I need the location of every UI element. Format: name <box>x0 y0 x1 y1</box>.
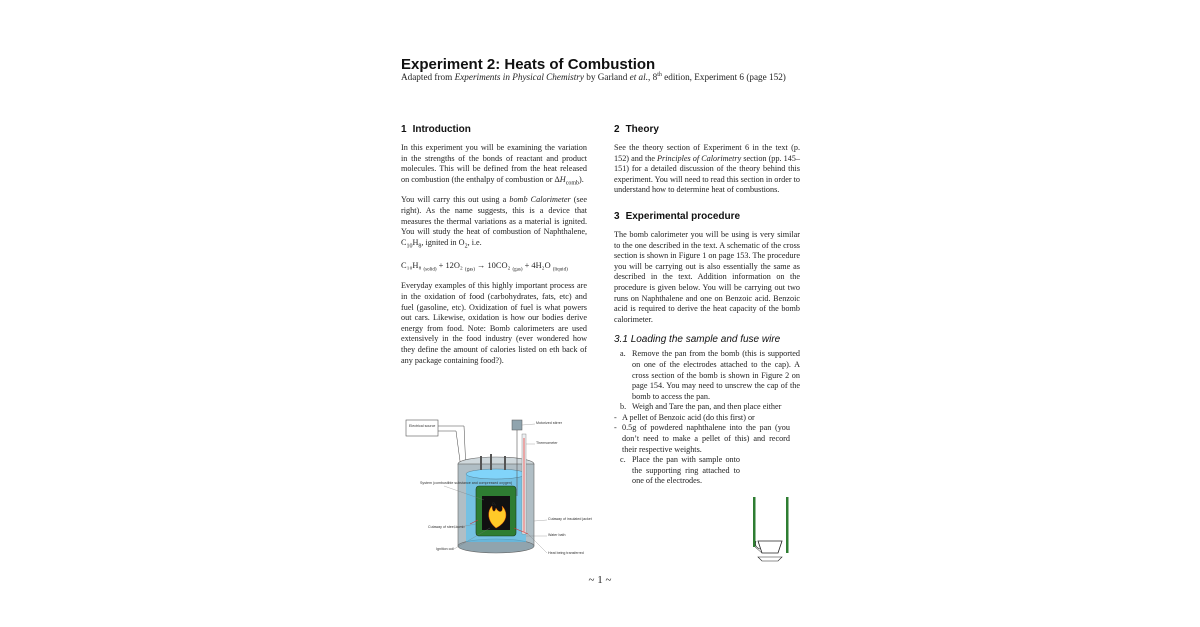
subtitle-text: by Garland <box>583 72 630 82</box>
section-title: Theory <box>625 124 659 135</box>
subsection-heading-loading <box>614 334 800 345</box>
eq-state: (gas) <box>464 268 475 274</box>
option-item <box>614 423 800 455</box>
combustion-equation <box>401 260 587 274</box>
section-number: 3 <box>614 210 620 222</box>
section-title: Experimental procedure <box>625 210 741 222</box>
electrode-pan-figure <box>748 495 798 565</box>
document-title: Experiment 2: Heats of Combustion <box>401 56 656 73</box>
emphasis: Principles of Calorimetry <box>657 153 742 163</box>
intro-paragraph-2 <box>401 195 587 248</box>
eq-term: + 4H₂O <box>522 261 551 271</box>
paragraph-text: In this experiment you will be examining the variation in the strengths of the bonds of reactant and product molecules. This will be defined from the heat released on combustion (the enthalpy of combustion or Δ <box>401 143 587 184</box>
label-system-text: System (combustible substance and compressed oxygen) <box>420 481 513 485</box>
section-number: 1 <box>401 124 407 135</box>
paragraph-text: section (pp. 145–151) for a detailed discussion of the theory behind this experiment. You will need to read this section in order to understand how to determine heat of combustions. <box>614 153 801 195</box>
section-number: 2 <box>614 124 620 135</box>
section-title: Introduction <box>412 124 471 135</box>
step-label: b. <box>620 402 627 412</box>
label-motorized-stirrer: Motorized stirrer <box>536 421 562 425</box>
eq-term: C₁₀H₈ <box>401 261 422 271</box>
bomb-calorimeter-diagram <box>404 416 592 566</box>
paragraph-text: (see right). As the name suggests, this is a device that measures the thermal variations as a material is ignited. You will study the heat of combustion of Naphthalene, C <box>401 195 587 247</box>
eq-state: (solid) <box>423 268 437 274</box>
right-column <box>614 124 800 487</box>
page-number: ~ 1 ~ <box>588 574 612 586</box>
step-text: Place the pan with sample onto the supporting ring attached to one of the electrodes. <box>632 455 740 486</box>
electrode-pan-diagram <box>748 495 798 565</box>
option-item <box>614 413 800 424</box>
subscript: 2 <box>464 243 468 250</box>
eq-term: → 10CO₂ <box>474 261 511 271</box>
bomb-calorimeter-figure <box>404 416 592 566</box>
label-water-bath: Water bath <box>548 533 566 537</box>
step-text: Remove the pan from the bomb (this is supported on one of the electrodes attached to the cap). A cross section of the bomb is shown in Figure 2 on page 154. You may need to unscrew the cap of the bomb to access the pan. <box>632 349 800 401</box>
eq-state: (liquid) <box>552 268 568 274</box>
step-label: a. <box>620 349 626 359</box>
subscript: 8 <box>418 243 422 250</box>
subtitle-etal: et al. <box>629 72 648 82</box>
paragraph-text: , ignited in O <box>421 237 465 247</box>
step-c <box>614 455 800 487</box>
procedure-paragraph: The bomb calorimeter you will be using is very similar to the one described in the text. A schematic of the cross section is shown in Figure 1 on page 153. The procedure you will be carrying out is also essentially the same as described in the text. Addition information on the procedure is given below. You will be carrying out two runs on Naphthalene and one on Benzoic acid. Benzoic acid is required to derive the heat capacity of the bomb calorimeter. <box>614 229 800 324</box>
option-text: A pellet of Benzoic acid (do this first) or <box>622 412 755 422</box>
section-heading-introduction <box>401 124 587 135</box>
label-system <box>420 481 512 485</box>
paragraph-text: H <box>412 237 419 247</box>
paragraph-text: ). <box>579 174 584 184</box>
subtitle-text: , 8 <box>648 72 658 82</box>
subscript: comb <box>565 180 580 187</box>
paragraph-text: See the theory section of Experiment 6 in the text (p. 152) and the <box>614 143 800 163</box>
label-heat-transferred: Heat being transferred <box>548 551 584 555</box>
option-dash: - <box>614 412 617 422</box>
step-b-options <box>614 412 800 455</box>
step-text: Weigh and Tare the pan, and then place either <box>632 402 782 412</box>
subtitle-text: edition, Experiment 6 (page 152) <box>661 72 786 82</box>
paragraph-text: , i.e. <box>467 237 482 247</box>
step-b <box>614 402 800 455</box>
section-heading-theory <box>614 124 800 135</box>
emphasis: bomb Calorimeter <box>509 195 571 205</box>
subsection-number: 3.1 <box>614 334 628 346</box>
subsection-title: Loading the sample and fuse wire <box>630 334 781 346</box>
subtitle-book: Experiments in Physical Chemistry <box>454 72 584 82</box>
intro-paragraph-1 <box>401 143 587 185</box>
eq-state: (gas) <box>512 268 523 274</box>
math-symbol: H <box>559 174 566 184</box>
left-column <box>401 124 587 366</box>
label-cutaway-jacket: Cutaway of insulated jacket <box>548 517 592 521</box>
procedure-steps <box>614 349 800 487</box>
intro-paragraph-3: Everyday examples of this highly important process are in the oxidation of food (carbohydrates, fats, etc) and fuel (gasoline, etc). Oxidization of fuel is what powers out cars. Likewise, oxidation is how our bodies derive energy from food. Note: Bomb calorimeters are used extensively in the food industry (ever wondered how they define the amount of calories listed on eth back of any package containing food?). <box>401 281 587 365</box>
step-label: c. <box>620 455 626 465</box>
option-text: 0.5g of powdered naphthalene into the pan (you don’t need to make a pellet of this) and record their respective weights. <box>622 423 790 454</box>
subscript: 10 <box>406 243 413 250</box>
label-electrical-source: Electrical source <box>409 424 436 428</box>
label-cutaway-bomb: Cutaway of steel bomb <box>428 525 465 529</box>
subtitle-text: Adapted from <box>401 72 455 82</box>
section-heading-procedure <box>614 211 800 222</box>
theory-paragraph <box>614 143 800 196</box>
subtitle-sup: th <box>657 71 662 78</box>
label-o2: O₂ <box>492 502 497 506</box>
step-a <box>614 349 800 402</box>
document-subtitle <box>401 72 786 82</box>
paragraph-text: You will carry this out using a <box>401 195 510 205</box>
label-thermometer: Thermometer <box>536 441 558 445</box>
label-ignition-coil: Ignition coil <box>436 547 454 551</box>
eq-term: + 12O₂ <box>436 261 463 271</box>
option-dash: - <box>614 423 617 433</box>
